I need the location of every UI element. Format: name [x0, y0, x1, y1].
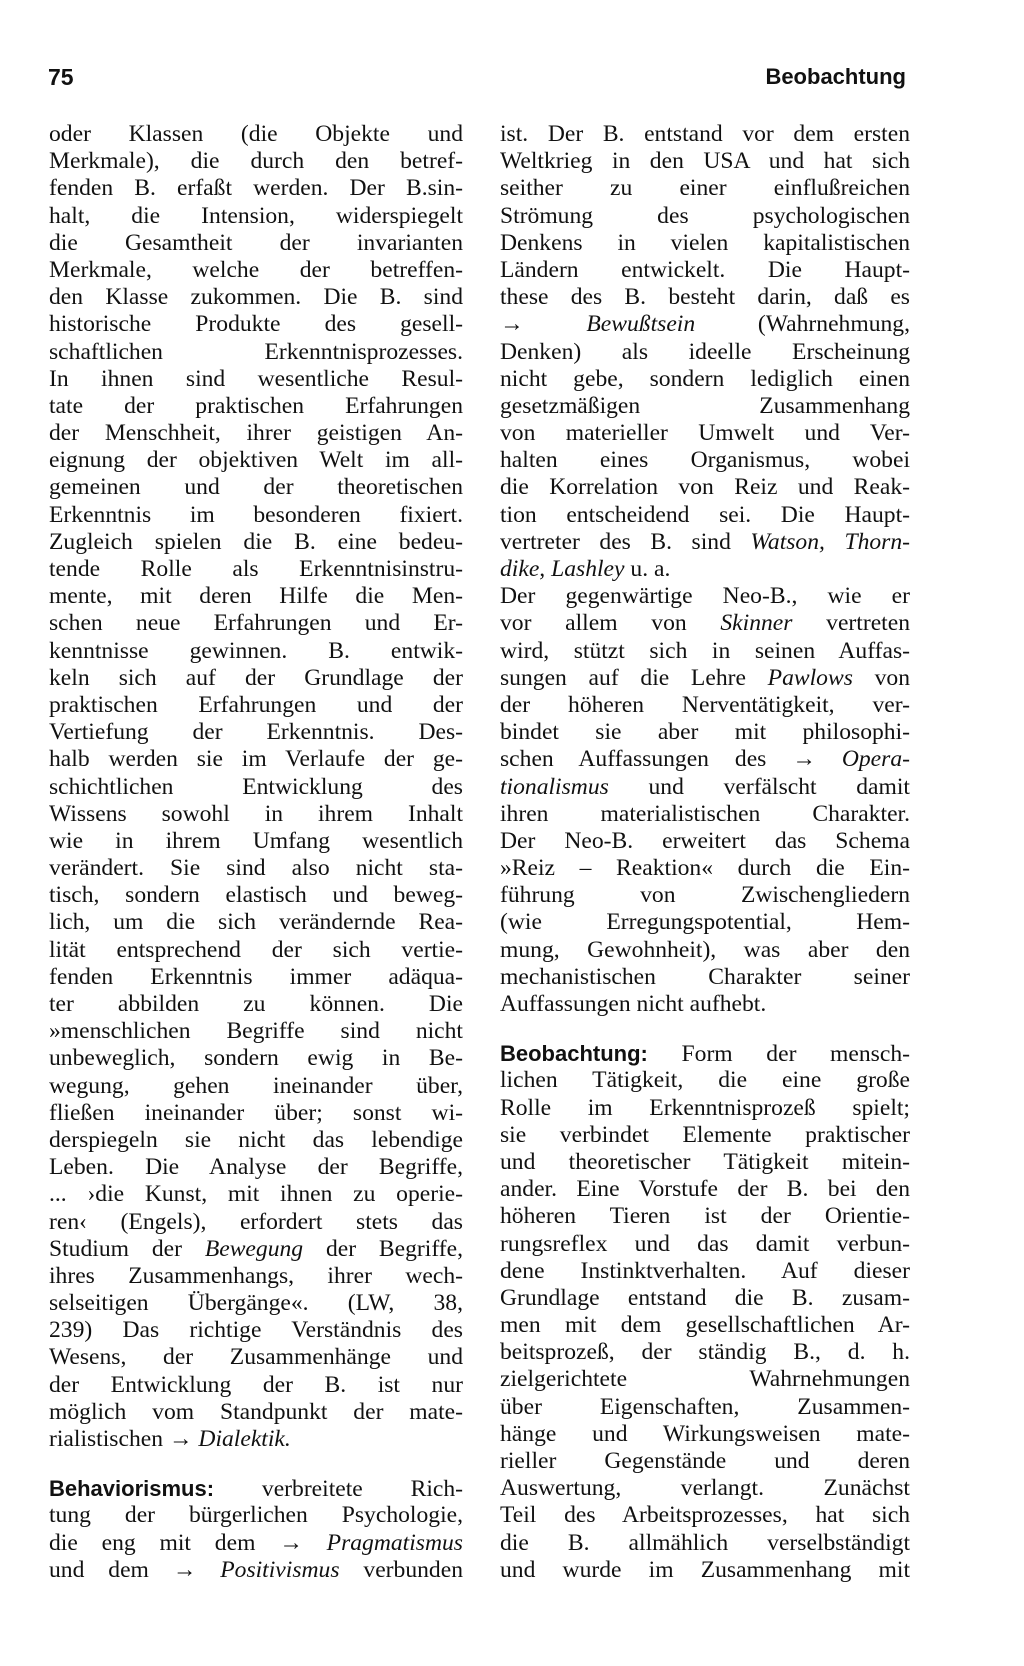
- text-line: beitsprozeß, der ständig B., d. h.: [500, 1339, 910, 1366]
- text-line: nicht gebe, sondern lediglich einen: [500, 365, 910, 392]
- text-line: Teil des Arbeitsprozesses, hat sich: [500, 1502, 910, 1529]
- running-head: Beobachtung: [765, 64, 906, 89]
- text-line: Behaviorismus: verbreitete Rich-: [49, 1476, 463, 1503]
- text-line: wie in ihrem Umfang wesentlich: [49, 827, 463, 854]
- text-line: unbeweglich, sondern ewig in Be-: [49, 1045, 463, 1072]
- text-line: ander. Eine Vorstufe der B. bei den: [500, 1176, 910, 1203]
- text-line: bindet sie aber mit philosophi-: [500, 719, 910, 746]
- text-line: lich, um die sich verändernde Rea-: [49, 909, 463, 936]
- text-line: Auswertung, verlangt. Zunächst: [500, 1475, 910, 1502]
- text-line: zielgerichtete Wahrnehmungen: [500, 1366, 910, 1393]
- text-line: vor allem von Skinner vertreten: [500, 610, 910, 637]
- text-line: »menschlichen Begriffe sind nicht: [49, 1018, 463, 1045]
- text-line: Auffassungen nicht aufhebt.: [500, 991, 767, 1017]
- text-line: tionalismus und verfälscht damit: [500, 773, 910, 800]
- text-line: Denkens in vielen kapitalistischen: [500, 229, 910, 256]
- text-line: Strömung des psychologischen: [500, 202, 910, 229]
- entry-behaviorismus: [49, 1475, 463, 1584]
- text-line: halten eines Organismus, wobei: [500, 447, 910, 474]
- text-line: schen neue Erfahrungen und Er-: [49, 610, 463, 637]
- text-line: praktischen Erfahrungen und der: [49, 691, 463, 718]
- text-line: Leben. Die Analyse der Begriffe,: [49, 1154, 463, 1181]
- text-line: und wurde im Zusammenhang mit: [500, 1556, 910, 1583]
- text-line: Denken) als ideelle Erscheinung: [500, 338, 910, 365]
- text-line: wird, stützt sich in seinen Auffas-: [500, 637, 910, 664]
- text-line: Ländern entwickelt. Die Haupt-: [500, 256, 910, 283]
- text-line: führung von Zwischengliedern: [500, 882, 910, 909]
- text-line: verändert. Sie sind also nicht sta-: [49, 855, 463, 882]
- text-line: ... ›die Kunst, mit ihnen zu operie-: [49, 1181, 463, 1208]
- text-line: dene Instinktverhalten. Auf dieser: [500, 1257, 910, 1284]
- text-line: selseitigen Übergänge«. (LW, 38,: [49, 1290, 463, 1317]
- text-line: Weltkrieg in den USA und hat sich: [500, 148, 910, 175]
- text-line: men mit dem gesellschaftlichen Ar-: [500, 1312, 910, 1339]
- text-line: 239) Das richtige Verständnis des: [49, 1317, 463, 1344]
- text-line: rungsreflex und das damit verbun-: [500, 1230, 910, 1257]
- text-line: fenden Erkenntnis immer adäqua-: [49, 963, 463, 990]
- text-line: lität entsprechend der sich vertie-: [49, 936, 463, 963]
- text-line: tate der praktischen Erfahrungen: [49, 392, 463, 419]
- text-line: fenden B. erfaßt werden. Der B.sin-: [49, 175, 463, 202]
- text-line: über Eigenschaften, Zusammen-: [500, 1393, 910, 1420]
- text-line: rieller Gegenstände und deren: [500, 1448, 910, 1474]
- text-line: → Bewußtsein (Wahrnehmung,: [500, 311, 910, 338]
- text-line: die B. allmählich verselbständigt: [500, 1529, 910, 1556]
- text-line: tung der bürgerlichen Psychologie,: [49, 1502, 463, 1529]
- text-line: schichtlichen Entwicklung des: [49, 773, 463, 800]
- text-line: möglich vom Standpunkt der mate-: [49, 1398, 463, 1425]
- left-column: [49, 121, 463, 1584]
- text-line: rialistischen → Dialektik.: [49, 1426, 291, 1452]
- text-line: mechanistischen Charakter seiner: [500, 963, 910, 990]
- text-line: Grundlage entstand die B. zusam-: [500, 1284, 910, 1311]
- text-line: Erkenntnis im besonderen fixiert.: [49, 501, 463, 528]
- text-line: die eng mit dem → Pragmatismus: [49, 1529, 463, 1556]
- text-line: keln sich auf der Grundlage der: [49, 664, 463, 691]
- headword-behaviorismus: Behaviorismus:: [49, 1476, 215, 1502]
- text-line: these des B. besteht darin, daß es: [500, 284, 910, 311]
- text-line: wegung, gehen ineinander über,: [49, 1072, 463, 1099]
- text-line: ihres Zusammenhangs, ihrer wech-: [49, 1262, 463, 1289]
- text-line: Vertiefung der Erkenntnis. Des-: [49, 719, 463, 746]
- text-line: ter abbilden zu können. Die: [49, 991, 463, 1017]
- text-line: eignung der objektiven Welt im all-: [49, 447, 463, 474]
- text-line: schen Auffassungen des → Opera-: [500, 746, 910, 773]
- text-line: ren‹ (Engels), erfordert stets das: [49, 1208, 463, 1235]
- text-line: ihren materialistischen Charakter.: [500, 800, 910, 827]
- text-line: lichen Tätigkeit, die eine große: [500, 1067, 910, 1094]
- text-line: Beobachtung: Form der mensch-: [500, 1041, 910, 1068]
- text-line: höheren Tieren ist der Orientie-: [500, 1203, 910, 1230]
- text-line: tende Rolle als Erkenntnisinstru-: [49, 556, 463, 582]
- text-line: den Klasse zukommen. Die B. sind: [49, 284, 463, 311]
- text-line: historische Produkte des gesell-: [49, 311, 463, 338]
- text-line: gesetzmäßigen Zusammenhang: [500, 392, 910, 419]
- text-line: mente, mit deren Hilfe die Men-: [49, 583, 463, 610]
- text-line: tion entscheidend sei. Die Haupt-: [500, 501, 910, 528]
- right-column: [500, 121, 910, 1584]
- text-line: und dem → Positivismus verbunden: [49, 1556, 463, 1583]
- text-line: In ihnen sind wesentliche Resul-: [49, 365, 463, 392]
- text-line: hänge und Wirkungsweisen mate-: [500, 1420, 910, 1447]
- text-line: Der Neo-B. erweitert das Schema: [500, 827, 910, 854]
- text-line: halb werden sie im Verlaufe der ge-: [49, 746, 463, 773]
- text-line: (wie Erregungspotential, Hem-: [500, 909, 910, 936]
- text-line: Rolle im Erkenntnisprozeß spielt;: [500, 1094, 910, 1121]
- text-line: tisch, sondern elastisch und beweg-: [49, 882, 463, 909]
- text-line: Studium der Bewegung der Begriffe,: [49, 1235, 463, 1262]
- text-line: derspiegeln sie nicht das lebendige: [49, 1126, 463, 1153]
- text-line: fließen ineinander über; sonst wi-: [49, 1099, 463, 1126]
- text-line: oder Klassen (die Objekte und: [49, 121, 463, 147]
- text-line: halt, die Intension, widerspiegelt: [49, 202, 463, 229]
- page-number: 75: [48, 64, 74, 90]
- text-line: der Entwicklung der B. ist nur: [49, 1371, 463, 1398]
- text-line: kenntnisse gewinnen. B. entwik-: [49, 637, 463, 664]
- headword-beobachtung: Beobachtung:: [500, 1041, 648, 1067]
- text-line: »Reiz – Reaktion« durch die Ein-: [500, 855, 910, 882]
- text-line: sungen auf die Lehre Pawlows von: [500, 664, 910, 691]
- text-line: Der gegenwärtige Neo-B., wie er: [500, 583, 910, 610]
- text-line: Wesens, der Zusammenhänge und: [49, 1344, 463, 1371]
- text-line: die Gesamtheit der invarianten: [49, 229, 463, 256]
- entry-beobachtung: [500, 1040, 910, 1584]
- text-line: von materieller Umwelt und Ver-: [500, 420, 910, 447]
- text-line: der Menschheit, ihrer geistigen An-: [49, 420, 463, 447]
- text-line: dike, Lashley u. a.: [500, 556, 671, 582]
- text-line: Merkmale), die durch den betref-: [49, 148, 463, 175]
- text-line: Wissens sowohl in ihrem Inhalt: [49, 800, 463, 827]
- text-line: sie verbindet Elemente praktischer: [500, 1121, 910, 1148]
- text-line: der höheren Nerventätigkeit, ver-: [500, 691, 910, 718]
- text-line: Zugleich spielen die B. eine bedeu-: [49, 528, 463, 555]
- text-line: mung, Gewohnheit), was aber den: [500, 936, 910, 963]
- text-line: vertreter des B. sind Watson, Thorn-: [500, 528, 910, 555]
- text-line: die Korrelation von Reiz und Reak-: [500, 474, 910, 501]
- text-line: gemeinen und der theoretischen: [49, 474, 463, 501]
- text-line: ist. Der B. entstand vor dem ersten: [500, 121, 910, 147]
- text-line: Merkmale, welche der betreffen-: [49, 256, 463, 283]
- text-line: seither zu einer einflußreichen: [500, 175, 910, 202]
- text-line: und theoretischer Tätigkeit mitein-: [500, 1148, 910, 1175]
- text-line: schaftlichen Erkenntnisprozesses.: [49, 338, 463, 365]
